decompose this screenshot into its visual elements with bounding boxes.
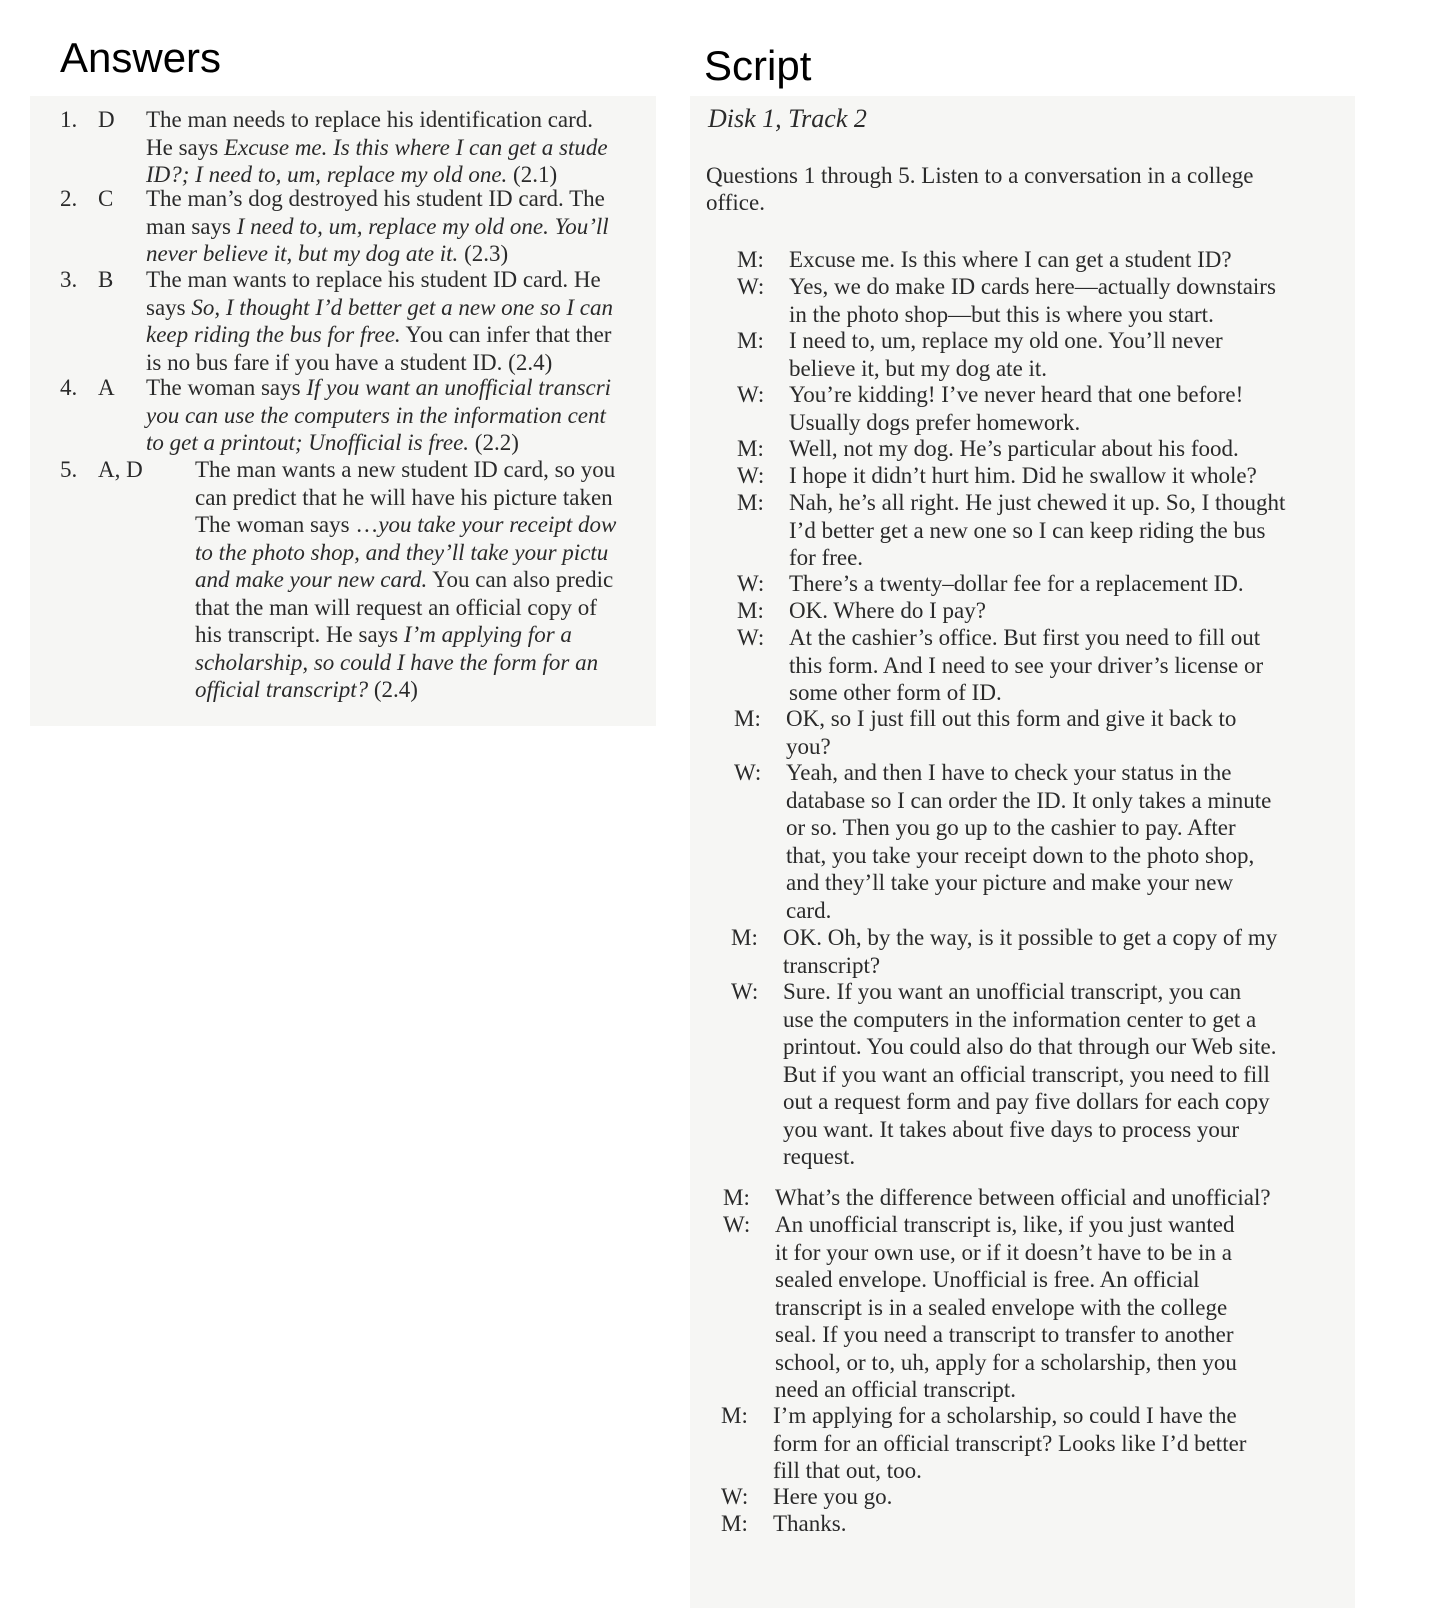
explanation-text: (2.2) (469, 430, 519, 455)
dialogue-line: Usually dogs prefer homework. (789, 409, 1081, 435)
speaker-label: W: (737, 463, 765, 488)
dialogue-line: out a request form and pay five dollars for each copy (783, 1089, 1270, 1114)
answer-number: 1. (60, 107, 78, 132)
explanation-line (146, 266, 656, 294)
dialogue-line: Nah, he’s all right. He just chewed it up. So, I thought (789, 490, 1286, 515)
dialogue-text (786, 705, 1236, 760)
dialogue-line: OK, so I just fill out this form and give it back to (786, 706, 1237, 731)
speaker-label: W: (737, 571, 765, 596)
dialogue-line: you want. It takes about five days to process your (783, 1116, 1240, 1142)
answer-explanation (195, 456, 656, 704)
speaker-label: M: (721, 1403, 748, 1428)
dialogue-line: seal. If you need a transcript to transfer to another (775, 1322, 1234, 1347)
explanation-text: that the man will request an official copy of (195, 594, 597, 620)
quoted-text: So, I thought I’d better get a new one so I can (191, 294, 613, 320)
speaker-label: W: (737, 382, 765, 407)
answer-explanation (146, 374, 656, 457)
dialogue-line: There’s a twenty–dollar fee for a replacement ID. (789, 571, 1244, 596)
dialogue-line: database so I can order the ID. It only takes a minute (786, 787, 1272, 813)
answers-panel (30, 96, 656, 726)
speaker-label: M: (737, 598, 764, 623)
dialogue-line: Yeah, and then I have to check your status in the (786, 760, 1232, 785)
dialogue-line: or so. Then you go up to the cashier to pay. After (786, 815, 1236, 840)
dialogue-text (789, 273, 1276, 328)
dialogue-text (789, 489, 1285, 572)
explanation-text: is no bus fare if you have a student ID. (2.4) (146, 349, 553, 375)
dialogue-line: request. (783, 1144, 856, 1169)
explanation-line (195, 594, 656, 622)
explanation-text: says (146, 294, 192, 320)
quoted-text: scholarship, so could I have the form for an (195, 649, 599, 675)
dialogue-text (789, 435, 1239, 463)
dialogue-line: card. (786, 897, 832, 923)
quoted-text: I’m applying for a (403, 622, 572, 647)
quoted-text: keep riding the bus for free. (146, 322, 401, 347)
explanation-text: The woman says (146, 375, 307, 400)
dialogue-line: Excuse me. Is this where I can get a student ID? (789, 247, 1232, 272)
explanation-line (195, 621, 656, 649)
dialogue-line: in the photo shop—but this is where you start. (789, 301, 1214, 327)
dialogue-line: for free. (789, 545, 864, 570)
dialogue-line: An unofficial transcript is, like, if you just wanted (775, 1212, 1235, 1237)
dialogue-line: What’s the difference between official and unofficial? (775, 1185, 1271, 1210)
dialogue-line: I’m applying for a scholarship, so could I have the (773, 1403, 1237, 1428)
dialogue-line: and they’ll take your picture and make your new (786, 870, 1234, 895)
speaker-label: W: (737, 274, 765, 299)
dialogue-line: I hope it didn’t hurt him. Did he swallow it whole? (789, 463, 1257, 488)
dialogue-line: printout. You could also do that through our Web site. (783, 1034, 1277, 1059)
dialogue-line: school, or to, uh, apply for a scholarship, then you (775, 1349, 1237, 1375)
script-panel (690, 96, 1355, 1608)
speaker-label: M: (737, 436, 764, 461)
speaker-label: W: (721, 1484, 749, 1509)
explanation-text: The man wants a new student ID card, so you (195, 457, 616, 482)
dialogue-text (783, 924, 1277, 979)
dialogue-text (786, 759, 1271, 924)
dialogue-line: Here you go. (773, 1484, 893, 1509)
explanation-text: The man needs to replace his identification card. (146, 107, 594, 132)
dialogue-line: Thanks. (773, 1511, 847, 1536)
answer-explanation (146, 106, 656, 189)
explanation-text: He says (146, 134, 224, 160)
explanation-line (146, 402, 656, 430)
dialogue-text (789, 246, 1232, 274)
quoted-text: never believe it, but my dog ate it. (146, 241, 459, 266)
dialogue-line: that, you take your receipt down to the photo shop, (786, 842, 1255, 868)
answer-letter: A (98, 375, 115, 400)
dialogue-line: some other form of ID. (789, 680, 1002, 705)
explanation-line (146, 321, 656, 349)
dialogue-line: you? (786, 733, 831, 759)
explanation-line (146, 134, 656, 162)
dialogue-line: use the computers in the information center to get a (783, 1006, 1257, 1032)
quoted-text: ID?; I need to, um, replace my old one. (146, 162, 508, 187)
explanation-line (146, 213, 656, 241)
explanation-text: can predict that he will have his picture taken (195, 484, 613, 510)
answer-number: 4. (60, 375, 78, 400)
dialogue-text (789, 462, 1257, 490)
answer-explanation (146, 266, 656, 376)
explanation-text: The man’s dog destroyed his student ID card. The (146, 186, 605, 211)
answer-number: 2. (60, 186, 78, 211)
dialogue-text (773, 1510, 846, 1538)
dialogue-text (789, 570, 1244, 598)
explanation-line (146, 374, 656, 402)
dialogue-line: Yes, we do make ID cards here—actually downstairs (789, 274, 1276, 299)
dialogue-text (789, 624, 1263, 707)
quoted-text: you take your receipt dow (378, 512, 617, 537)
quoted-text: to get a printout; Unofficial is free. (146, 430, 470, 455)
dialogue-line: fill that out, too. (773, 1458, 922, 1483)
dialogue-line: need an official transcript. (775, 1377, 1016, 1402)
quoted-text: and make your new card. (195, 567, 428, 592)
explanation-line (195, 676, 656, 704)
speaker-label: M: (723, 1185, 750, 1210)
explanation-text: The man wants to replace his student ID card. He (146, 267, 601, 292)
dialogue-text (773, 1483, 892, 1511)
explanation-line (146, 185, 656, 213)
quoted-text: official transcript? (195, 677, 369, 702)
script-intro (706, 162, 1253, 216)
dialogue-line: Sure. If you want an unofficial transcript, you can (783, 979, 1242, 1004)
speaker-label: M: (737, 247, 764, 272)
explanation-text: his transcript. He says (195, 622, 404, 647)
dialogue-line: I need to, um, replace my old one. You’ll never (789, 328, 1223, 353)
explanation-line (195, 539, 656, 567)
speaker-label: W: (737, 625, 765, 650)
explanation-line (146, 240, 656, 268)
explanation-line (195, 484, 656, 512)
speaker-label: M: (721, 1511, 748, 1536)
explanation-text: (2.4) (368, 677, 418, 702)
explanation-line (195, 456, 656, 484)
explanation-line (195, 511, 656, 539)
answer-explanation (146, 185, 656, 268)
explanation-line (146, 106, 656, 134)
answer-letter: D (98, 107, 115, 132)
quoted-text: to the photo shop, and they’ll take your pictu (195, 539, 609, 565)
answer-letter: C (98, 186, 114, 211)
dialogue-line: believe it, but my dog ate it. (789, 355, 1048, 381)
script-heading: Script (704, 42, 812, 89)
dialogue-line: sealed envelope. Unofficial is free. An official (775, 1267, 1200, 1292)
answers-heading: Answers (60, 34, 222, 81)
speaker-label: M: (737, 490, 764, 515)
dialogue-line: this form. And I need to see your driver’s license or (789, 652, 1264, 678)
answer-number: 5. (60, 457, 78, 482)
dialogue-line: it for your own use, or if it doesn’t have to be in a (775, 1239, 1232, 1265)
dialogue-line: form for an official transcript? Looks like I’d better (773, 1430, 1247, 1456)
quoted-text: Excuse me. Is this where I can get a stude (223, 134, 608, 160)
dialogue-line: You’re kidding! I’ve never heard that one before! (789, 382, 1244, 407)
dialogue-text (789, 327, 1223, 382)
speaker-label: M: (734, 706, 761, 731)
intro-line: Questions 1 through 5. Listen to a conversation in a college (706, 163, 1254, 188)
intro-line: office. (706, 190, 765, 215)
explanation-text: man says (146, 213, 237, 239)
dialogue-line: Well, not my dog. He’s particular about his food. (789, 436, 1239, 461)
quoted-text: If you want an unofficial transcri (306, 375, 612, 400)
dialogue-line: I’d better get a new one so I can keep riding the bus (789, 517, 1266, 543)
quoted-text: I need to, um, replace my old one. You’ll (236, 213, 609, 239)
speaker-label: W: (734, 760, 762, 785)
dialogue-line: OK. Oh, by the way, is it possible to get a copy of my (783, 925, 1278, 950)
dialogue-line: OK. Where do I pay? (789, 598, 986, 623)
speaker-label: W: (723, 1212, 751, 1237)
dialogue-text (773, 1402, 1246, 1485)
dialogue-text (783, 978, 1276, 1171)
dialogue-line: But if you want an official transcript, you need to fill (783, 1061, 1270, 1087)
speaker-label: M: (737, 328, 764, 353)
explanation-line (146, 429, 656, 457)
explanation-line (195, 566, 656, 594)
answer-letter: A, D (98, 457, 143, 482)
explanation-line (146, 294, 656, 322)
explanation-text: (2.1) (507, 162, 558, 187)
explanation-text: The woman says … (195, 512, 379, 537)
speaker-label: W: (731, 979, 759, 1004)
explanation-text: You can also predic (427, 567, 614, 592)
explanation-line (146, 349, 656, 377)
explanation-line (195, 649, 656, 677)
speaker-label: M: (731, 925, 758, 950)
dialogue-text (789, 597, 986, 625)
dialogue-text (775, 1184, 1271, 1212)
explanation-text: You can infer that ther (400, 322, 612, 347)
dialogue-line: transcript? (783, 952, 881, 978)
dialogue-text (775, 1211, 1237, 1404)
answer-letter: B (98, 267, 114, 292)
dialogue-text (789, 381, 1243, 436)
track-title: Disk 1, Track 2 (708, 104, 867, 133)
quoted-text: you can use the computers in the information cent (146, 402, 606, 428)
answer-number: 3. (60, 267, 78, 292)
explanation-text: (2.3) (458, 241, 509, 266)
dialogue-line: transcript is in a sealed envelope with the college (775, 1294, 1228, 1320)
dialogue-line: At the cashier’s office. But first you need to fill out (789, 625, 1261, 650)
